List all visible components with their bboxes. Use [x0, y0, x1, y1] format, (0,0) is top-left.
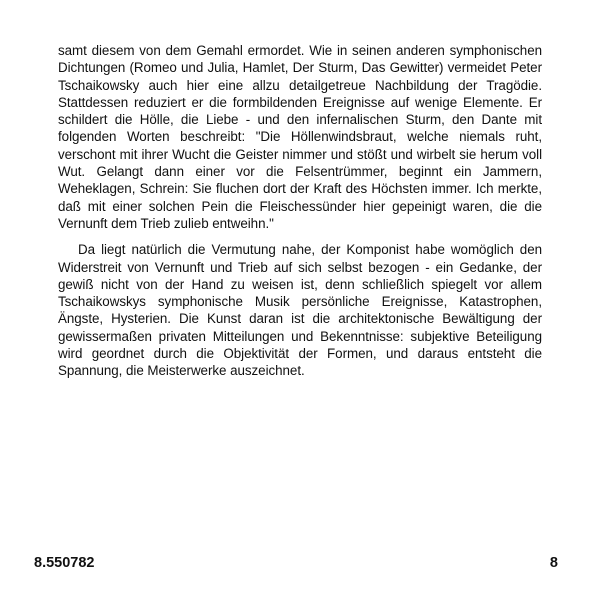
page-number: 8 [549, 555, 558, 571]
body-text [58, 42, 542, 380]
paragraph-1: samt diesem von dem Gemahl ermordet. Wie in seinen anderen symphonischen Dichtungen (Romeo und Julia, Hamlet, Der Sturm, Das Gewitter) vermeidet Peter Tschaikowsky auch hier eine allzu detailgetreue Nachbildung der Tragödie. Stattdessen reduziert er die formbildenden Ereignisse auf wenige Elemente. Er schildert die Hölle, die Liebe - und den infernalischen Sturm, den Dante mit folgenden Worten beschreibt: "Die Höllenwindsbraut, welche niemals ruht, verschont mit ihrer Wucht die Geister nimmer und stößt und wirbelt sie herum voll Wut. Gelangt dann einer vor die Felsentrümmer, beginnt ein Jammern, Weheklagen, Schrein: Sie fluchen dort der Kraft des Höchsten immer. Ich merkte, daß mit einer solchen Pein die Fleischessünder hier gepeinigt waren, die die Vernunft dem Trieb zulieb entweihn." [58, 43, 542, 231]
paragraph-2: Da liegt natürlich die Vermutung nahe, der Komponist habe womöglich den Widerstreit von Vernunft und Trieb auf sich selbst bezogen - ein Gedanke, der gewiß nicht von der Hand zu weisen ist, denn schließlich spiegelt vor allem Tschaikowskys symphonische Musik persönliche Ereignisse, Katastrophen, Ängste, Hysterien. Die Kunst daran ist die architektonische Bewältigung der gewissermaßen privaten Mitteilungen und Bekenntnisse: subjektive Beteiligung wird geordnet durch die Objektivität der Formen, und daraus entsteht die Spannung, die Meisterwerke auszeichnet. [58, 242, 542, 379]
catalog-number: 8.550782 [34, 555, 95, 571]
